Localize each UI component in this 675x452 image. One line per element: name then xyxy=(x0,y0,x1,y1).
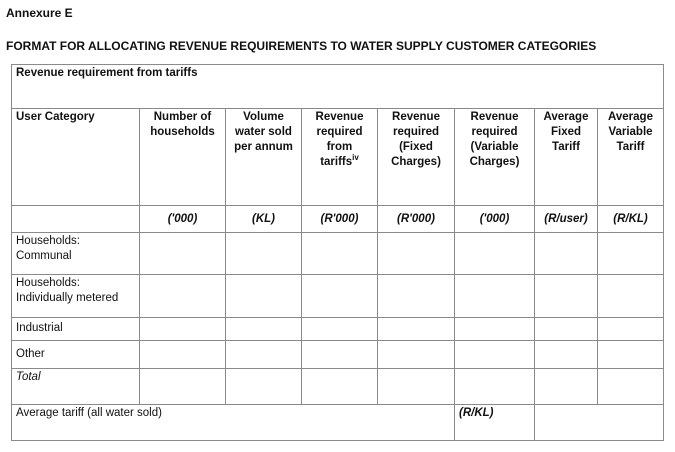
table-cell xyxy=(378,233,455,274)
table-cell xyxy=(140,368,226,404)
table-cell xyxy=(455,317,535,340)
footer-average-tariff-unit: (R/KL) xyxy=(455,404,535,440)
table-caption: Revenue requirement from tariffs xyxy=(12,65,664,109)
table-cell xyxy=(598,340,664,368)
table-cell xyxy=(535,274,598,317)
unit-households: ('000) xyxy=(140,206,226,233)
footnote-marker: iv xyxy=(352,153,359,163)
table-row xyxy=(12,368,664,404)
unit-revenue-variable: ('000) xyxy=(455,206,535,233)
header-revenue-variable-charges: Revenue required (Variable Charges) xyxy=(455,109,535,206)
table-cell xyxy=(140,317,226,340)
table-cell xyxy=(455,233,535,274)
footer-average-tariff-value xyxy=(535,404,664,440)
table-cell xyxy=(140,274,226,317)
header-user-category: User Category xyxy=(12,109,140,206)
row-label-total: Total xyxy=(12,368,140,404)
table-cell xyxy=(535,317,598,340)
document-title: FORMAT FOR ALLOCATING REVENUE REQUIREMENTS TO WATER SUPPLY CUSTOMER CATEGORIES xyxy=(6,39,597,53)
table-row xyxy=(12,233,664,274)
table-cell xyxy=(226,368,302,404)
unit-revenue-required: (R'000) xyxy=(302,206,378,233)
table-cell xyxy=(226,274,302,317)
table-row xyxy=(12,274,664,317)
table-cell xyxy=(226,233,302,274)
table-footer-row xyxy=(12,404,664,440)
table-cell xyxy=(535,368,598,404)
table-cell xyxy=(302,340,378,368)
table-cell xyxy=(226,317,302,340)
unit-cell-empty xyxy=(12,206,140,233)
row-label-other: Other xyxy=(12,340,140,368)
table-cell xyxy=(535,340,598,368)
header-number-of-households: Number of households xyxy=(140,109,226,206)
table-cell xyxy=(378,274,455,317)
table-cell xyxy=(598,233,664,274)
table-cell xyxy=(302,317,378,340)
header-revenue-fixed-charges: Revenue required (Fixed Charges) xyxy=(378,109,455,206)
header-average-variable-tariff: Average Variable Tariff xyxy=(598,109,664,206)
unit-revenue-fixed: (R'000) xyxy=(378,206,455,233)
table-cell xyxy=(378,317,455,340)
unit-avg-fixed-tariff: (R/user) xyxy=(535,206,598,233)
row-label-households-individually-metered: Households: Individually metered xyxy=(12,274,140,317)
table-cell xyxy=(302,274,378,317)
table-row xyxy=(12,340,664,368)
table-cell xyxy=(302,368,378,404)
revenue-allocation-table xyxy=(11,64,664,441)
header-volume-water-sold: Volume water sold per annum xyxy=(226,109,302,206)
unit-avg-variable-tariff: (R/KL) xyxy=(598,206,664,233)
footer-average-tariff-label: Average tariff (all water sold) xyxy=(12,404,455,440)
table-cell xyxy=(378,368,455,404)
header-average-fixed-tariff: Average Fixed Tariff xyxy=(535,109,598,206)
row-label-households-communal: Households: Communal xyxy=(12,233,140,274)
table-cell xyxy=(378,340,455,368)
annexure-label: Annexure E xyxy=(6,6,73,20)
table-cell xyxy=(535,233,598,274)
header-revenue-required-label: Revenue required from tariffs xyxy=(315,111,364,169)
table-cell xyxy=(302,233,378,274)
table-cell xyxy=(598,317,664,340)
row-label-industrial: Industrial xyxy=(12,317,140,340)
table-cell xyxy=(455,274,535,317)
table-cell xyxy=(455,340,535,368)
table-cell xyxy=(455,368,535,404)
table-cell xyxy=(226,340,302,368)
table-cell xyxy=(598,368,664,404)
unit-volume: (KL) xyxy=(226,206,302,233)
table-cell xyxy=(140,233,226,274)
header-revenue-required-from-tariffs xyxy=(302,109,378,206)
table-cell xyxy=(140,340,226,368)
table-cell xyxy=(598,274,664,317)
table-row xyxy=(12,317,664,340)
